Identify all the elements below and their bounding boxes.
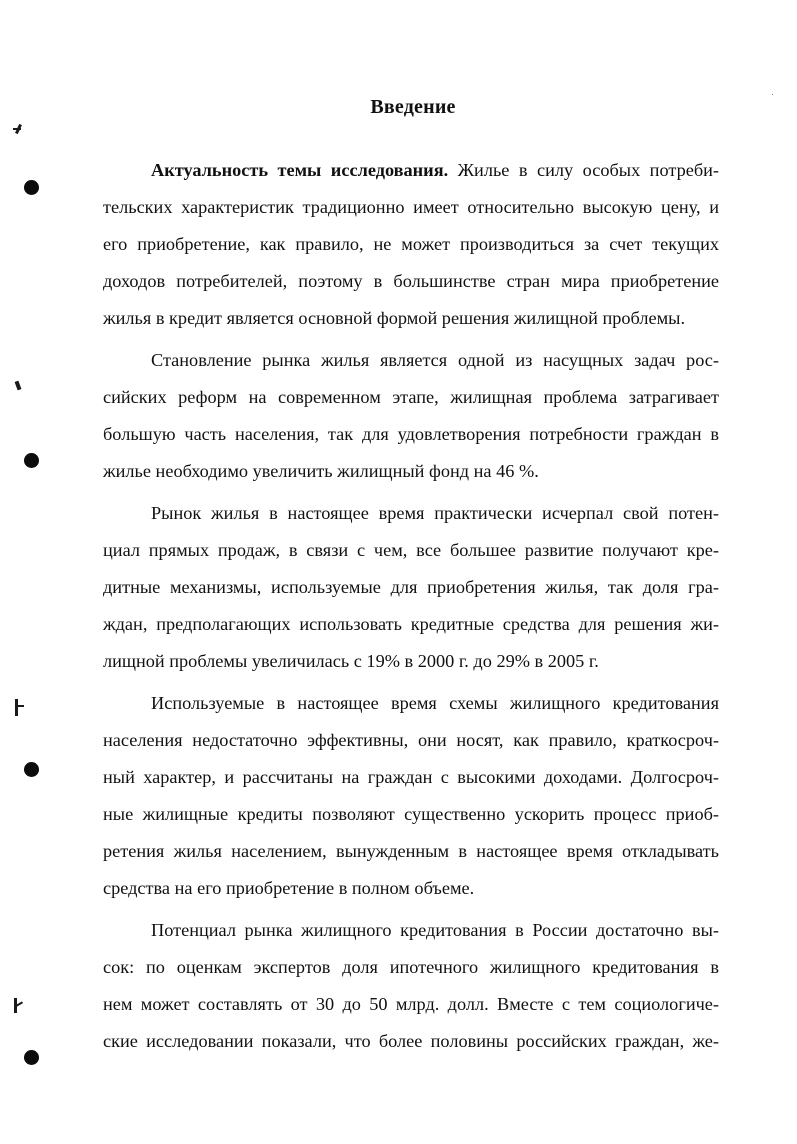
text-line: ные жилищные кредиты позволяют существенно ускорить процесс приоб- xyxy=(103,804,719,824)
text-line: ждан, предполагающих использовать кредитные средства для решения жи- xyxy=(103,614,719,634)
body-text xyxy=(103,152,719,1060)
punch-hole-3 xyxy=(24,762,39,777)
text-line: Становление рынка жилья является одной из насущных задач рос- xyxy=(151,350,719,370)
scan-mark-3b xyxy=(15,705,24,707)
text-line: ретения жилья населением, вынужденным в настоящее время откладывать xyxy=(103,841,719,861)
text-line: Потенциал рынка жилищного кредитования в России достаточно вы- xyxy=(151,920,719,940)
text-line: Актуальность темы исследования. Жилье в силу особых потреби- xyxy=(151,160,720,180)
text-line: сок: по оценкам экспертов доля ипотечного жилищного кредитования в xyxy=(103,957,719,977)
text-line: его приобретение, как правило, не может производиться за счет текущих xyxy=(103,234,719,254)
text-line: тельских характеристик традиционно имеет относительно высокую цену, и xyxy=(103,197,719,217)
text-line: циал прямых продаж, в связи с чем, все большее развитие получают кре- xyxy=(103,540,719,560)
text-line: населения недостаточно эффективны, они носят, как правило, краткосроч- xyxy=(103,730,719,750)
punch-hole-2 xyxy=(24,453,39,468)
scan-mark-2 xyxy=(15,381,22,391)
text-line: сийских реформ на современном этапе, жилищная проблема затрагивает xyxy=(103,387,719,407)
text-line: ские исследовании показали, что более половины российских граждан, же- xyxy=(103,1031,719,1051)
text-line: жилье необходимо увеличить жилищный фонд на 46 %. xyxy=(103,461,539,481)
paragraph-4 xyxy=(103,685,719,907)
text-line: лищной проблемы увеличилась с 19% в 2000 г. до 29% в 2005 г. xyxy=(103,651,599,671)
text-line: средства на его приобретение в полном объеме. xyxy=(103,878,475,898)
text-line: дитные механизмы, используемые для приобретения жилья, так доля гра- xyxy=(103,577,719,597)
text-line: большую часть населения, так для удовлетворения потребности граждан в xyxy=(103,424,719,444)
scan-mark-1b xyxy=(13,128,21,130)
paragraph-2 xyxy=(103,342,719,490)
scan-mark-4b xyxy=(16,1001,23,1006)
paragraph-5 xyxy=(103,912,719,1060)
paragraph-1 xyxy=(103,152,719,337)
section-title: Введение xyxy=(370,96,456,118)
text-line: нем может составлять от 30 до 50 млрд. долл. Вместе с тем социологиче- xyxy=(103,994,719,1014)
text-line: Рынок жилья в настоящее время практически исчерпал свой потен- xyxy=(151,503,719,523)
punch-hole-1 xyxy=(24,180,39,195)
text-line: ный характер, и рассчитаны на граждан с высокими доходами. Долгосроч- xyxy=(103,767,719,787)
scan-mark-3 xyxy=(15,699,18,716)
punch-hole-4 xyxy=(24,1050,39,1065)
lead-phrase: Актуальность темы исследования. xyxy=(151,160,449,180)
text-line: доходов потребителей, поэтому в большинстве стран мира приобретение xyxy=(103,271,719,291)
text-line: Используемые в настоящее время схемы жилищного кредитования xyxy=(151,693,719,713)
text-line: жилья в кредит является основной формой решения жилищной проблемы. xyxy=(103,308,686,328)
scan-speck xyxy=(772,94,773,95)
paragraph-3 xyxy=(103,495,719,680)
